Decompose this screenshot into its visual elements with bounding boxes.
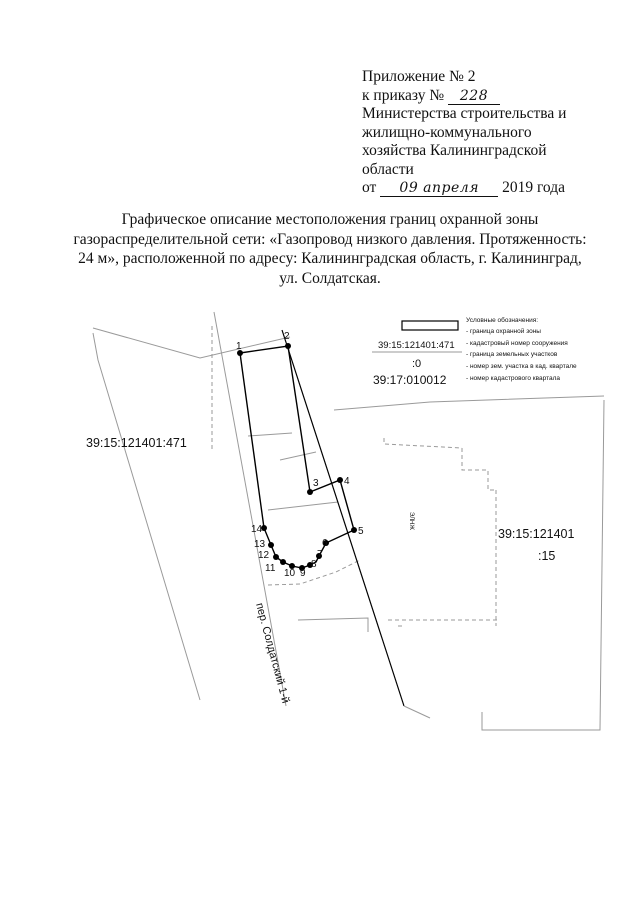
parcel-boundary-block xyxy=(482,400,604,730)
street-label: пер. Солдатский 1-й xyxy=(253,601,292,705)
ministry-line-2: жилищно-коммунального xyxy=(362,123,532,141)
parcel-number-label: :15 xyxy=(538,549,556,563)
point-label-12: 12 xyxy=(258,550,270,561)
point-label-2: 2 xyxy=(284,331,290,342)
legend-item-quarter: - номер кадастрового квартала xyxy=(466,375,561,382)
ministry-line-1: Министерства строительства и xyxy=(362,105,567,122)
order-prefix: к приказу № xyxy=(362,86,445,104)
point-label-13: 13 xyxy=(254,539,266,550)
legend-item-parcel-boundary: - граница земельных участков xyxy=(466,351,558,358)
point-label-14: 14 xyxy=(251,524,263,535)
date-value: 09 апреля xyxy=(380,181,498,197)
point-label-3: 3 xyxy=(313,478,319,489)
point-label-5: 5 xyxy=(358,526,364,537)
legend-cadastral-sample: 39:15:121401:471 xyxy=(378,340,455,351)
legend-item-parcel-number: - номер зем. участка в кад. квартале xyxy=(466,363,577,370)
title-line-3: 24 м», расположенной по адресу: Калининградская область, г. Калининград, xyxy=(78,250,582,267)
dashed-lines xyxy=(212,326,500,626)
legend-item-zone: - граница охранной зоны xyxy=(466,328,541,335)
order-number: 228 xyxy=(448,89,500,105)
point-labels xyxy=(236,331,364,579)
parcel-boundary-north xyxy=(93,328,290,358)
parcel-boundary-west xyxy=(93,333,200,700)
point-label-7: 7 xyxy=(317,549,323,560)
parcel-boundary-inner-2 xyxy=(268,502,338,510)
point-5 xyxy=(351,527,357,533)
legend-item-cadastral: - кадастровый номер сооружения xyxy=(466,340,568,347)
ministry-line-3: хозяйства Калининградской xyxy=(362,142,547,159)
point-label-8: 8 xyxy=(311,559,317,570)
cadastral-number-label: 39:15:121401:471 xyxy=(86,436,187,450)
ministry-line-4: области xyxy=(362,160,414,178)
point-label-9: 9 xyxy=(300,568,306,579)
point-4 xyxy=(337,477,343,483)
dashed-building-top xyxy=(384,438,462,448)
legend xyxy=(372,316,577,387)
point-12 xyxy=(273,554,279,560)
point-label-11: 11 xyxy=(265,563,276,574)
point-label-6: 6 xyxy=(322,538,328,549)
point-label-10: 10 xyxy=(284,568,296,579)
date-suffix: 2019 года xyxy=(502,179,565,196)
parcel-boundary-inner-3 xyxy=(280,452,316,460)
date-prefix: от xyxy=(362,179,377,196)
quarter-number-label: 39:15:121401 xyxy=(498,527,575,541)
dashed-building-step xyxy=(462,448,496,490)
legend-zone-sample xyxy=(402,321,458,330)
point-label-4: 4 xyxy=(344,476,350,487)
legend-parcel-number-sample: :0 xyxy=(412,358,422,370)
building-label: ЭЛНЖ xyxy=(408,512,414,530)
legend-title: Условные обозначения: xyxy=(466,317,539,324)
point-11 xyxy=(280,559,286,565)
title-line-1: Графическое описание местоположения границ охранной зоны xyxy=(121,211,539,228)
parcel-boundary-tail xyxy=(404,706,430,718)
legend-quarter-sample: 39:17:010012 xyxy=(373,373,447,387)
parcel-boundary-inner-1 xyxy=(248,433,292,436)
appendix-label: Приложение № 2 xyxy=(362,68,476,85)
point-label-1: 1 xyxy=(236,341,242,352)
point-3 xyxy=(307,489,313,495)
parcel-boundary-east xyxy=(334,396,604,410)
point-2 xyxy=(285,343,291,349)
title-line-4: ул. Солдатская. xyxy=(279,269,381,287)
parcel-boundary-south xyxy=(298,618,368,632)
point-13 xyxy=(268,542,274,548)
title-line-2: газораспределительной сети: «Газопровод низкого давления. Протяженность: xyxy=(73,230,587,248)
